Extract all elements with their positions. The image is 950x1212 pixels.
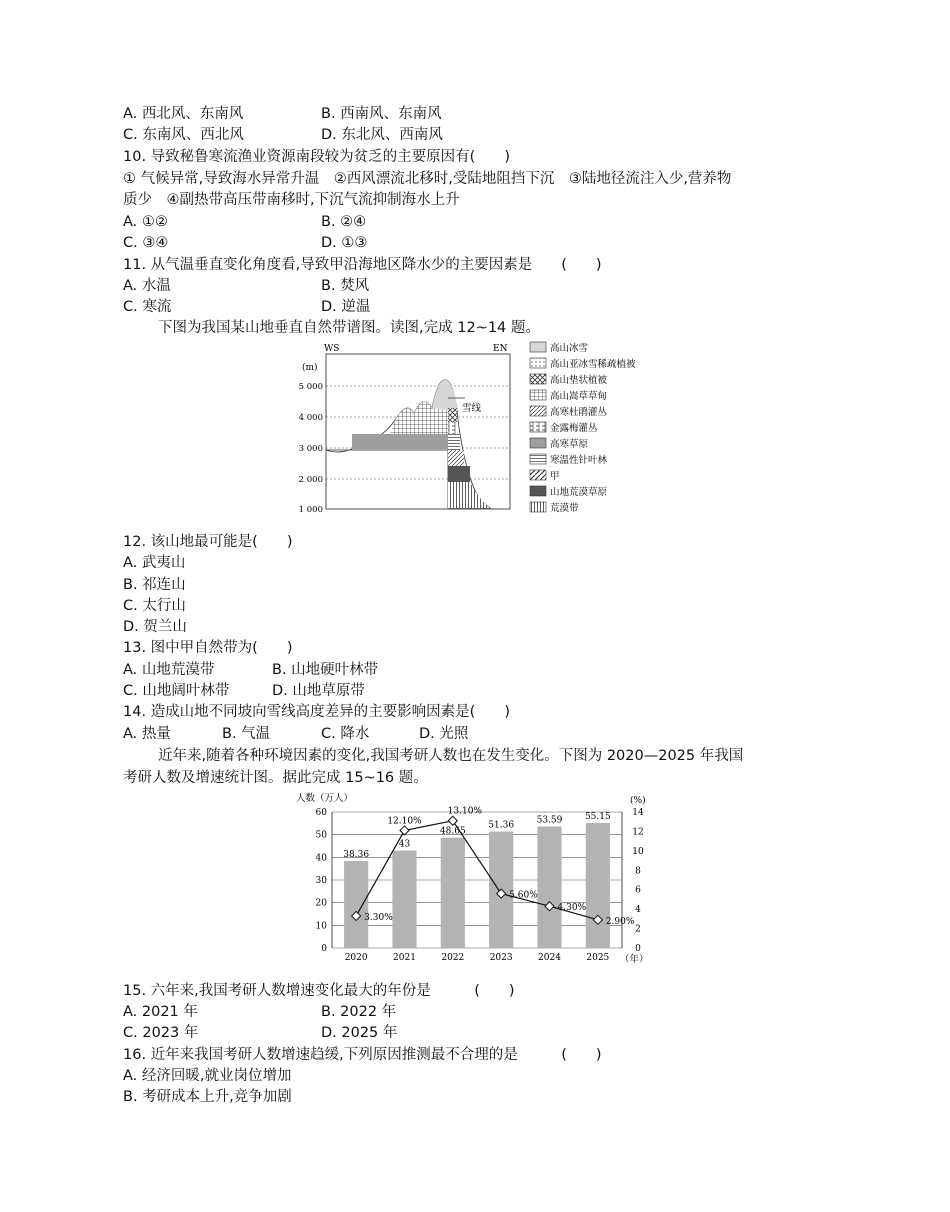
y-tick-right: 14 — [632, 808, 644, 818]
y-tick-left: 40 — [315, 853, 327, 864]
desert-steppe-band — [448, 466, 470, 482]
en-label: EN — [493, 344, 508, 354]
cushion-plant-band — [448, 408, 457, 422]
y-tick-left: 0 — [321, 944, 327, 954]
x-tick: 2025 — [586, 953, 610, 963]
option-d: D. 光照 — [419, 726, 469, 742]
desert-band — [448, 482, 490, 508]
y-tick: 5 000 — [298, 382, 323, 392]
option-a: A. 2021 年 — [123, 1004, 198, 1020]
legend-label: 高山垫状植被 — [550, 375, 608, 386]
legend-label: 高寒草原 — [550, 439, 589, 450]
bar-label: 48.65 — [439, 826, 466, 837]
y-tick-left: 60 — [315, 808, 327, 818]
option-a: A. 热量 — [123, 726, 171, 742]
bar-label: 55.15 — [584, 811, 611, 822]
legend-label: 高山亚冰雪稀疏植被 — [550, 359, 636, 370]
x-tick: 2022 — [441, 953, 465, 963]
option-d: D. 贺兰山 — [123, 619, 187, 635]
growth-label: 5.60% — [509, 890, 538, 901]
bar-label: 51.36 — [488, 820, 515, 831]
belt-jia — [448, 450, 464, 466]
option-b: B. 2022 年 — [321, 1004, 397, 1020]
x-tick: 2021 — [393, 953, 416, 963]
y-tick-right: 8 — [635, 866, 641, 877]
question-stem: 12. 该山地最可能是( ) — [123, 534, 293, 550]
option-c: C. 2023 年 — [123, 1025, 199, 1041]
y-tick-right: 10 — [632, 846, 644, 857]
bar — [344, 861, 368, 948]
x-tick: 2023 — [489, 953, 513, 963]
x-tick: 2024 — [538, 953, 561, 963]
bar-label: 43 — [398, 839, 411, 850]
legend-label: 金露梅灌丛 — [550, 423, 598, 434]
option-d: D. 2025 年 — [321, 1025, 398, 1041]
legend-label: 高山嵩草草甸 — [550, 391, 608, 402]
option-c: C. 山地阔叶林带 — [123, 683, 230, 699]
unit-label: (m) — [302, 363, 318, 373]
growth-label: 3.30% — [364, 912, 393, 923]
intro-figure-2-cont: 考研人数及增速统计图。据此完成 15~16 题。 — [123, 770, 428, 786]
y-tick: 1 000 — [298, 505, 323, 515]
growth-label: 2.90% — [605, 916, 635, 927]
y-tick-right: 0 — [635, 944, 641, 954]
y-right-title: (%) — [630, 796, 646, 806]
option-a: A. 西北风、东南风 — [123, 106, 244, 122]
growth-label: 12.10% — [387, 816, 422, 827]
question-stem: 16. 近年来我国考研人数增速趋缓,下列原因推测最不合理的是 ( ) — [123, 1047, 602, 1063]
option-b: B. 考研成本上升,竞争加剧 — [123, 1089, 292, 1105]
y-tick-left: 50 — [315, 830, 327, 841]
y-tick-left: 10 — [315, 921, 327, 932]
option-b: B. 西南风、东南风 — [321, 106, 442, 122]
option-c: C. 寒流 — [123, 299, 172, 315]
bar — [586, 823, 610, 948]
legend-label: 甲 — [550, 471, 560, 482]
option-c: C. 降水 — [321, 726, 370, 742]
x-unit-label: （年） — [620, 954, 649, 965]
bar-label: 53.59 — [536, 815, 563, 826]
question-stem: 14. 造成山地不同坡向雪线高度差异的主要影响因素是( ) — [123, 704, 510, 720]
y-tick-right: 2 — [635, 924, 641, 935]
y-tick-left: 20 — [315, 898, 327, 909]
y-tick-right: 12 — [632, 827, 644, 838]
x-tick: 2020 — [344, 953, 368, 963]
option-d: D. 东北风、西南风 — [321, 127, 443, 143]
legend-label: 高山冰雪 — [550, 343, 589, 354]
intro-figure-1: 下图为我国某山地垂直自然带谱图。读图,完成 12~14 题。 — [158, 320, 540, 336]
snowline-label: 雪线 — [462, 403, 482, 414]
bar-label: 38.36 — [343, 850, 370, 861]
question-stem: 10. 导致秘鲁寒流渔业资源南段较为贫乏的主要原因有( ) — [123, 149, 510, 165]
legend — [530, 342, 636, 514]
option-a: A. 水温 — [123, 278, 171, 294]
bar — [441, 838, 465, 948]
y-tick: 3 000 — [298, 444, 323, 454]
intro-figure-2: 近年来,随着各种环境因素的变化,我国考研人数也在发生变化。下图为 2020—2025 年我国 — [158, 748, 744, 764]
bar — [537, 827, 561, 948]
option-a: A. 经济回暖,就业岗位增加 — [123, 1068, 292, 1084]
statement-line: 质少 ④副热带高压带南移时,下沉气流抑制海水上升 — [123, 192, 460, 208]
option-b: B. 焚风 — [321, 278, 370, 294]
option-c: C. ③④ — [123, 235, 169, 251]
y-tick-right: 4 — [635, 905, 641, 916]
legend-label: 山地荒漠草原 — [550, 487, 608, 498]
statement-line: ① 气候异常,导致海水异常升温 ②西风漂流北移时,受陆地阻挡下沉 ③陆地径流注入少,营养物 — [123, 171, 732, 187]
question-stem: 13. 图中甲自然带为( ) — [123, 640, 293, 656]
coniferous-forest-band — [448, 434, 460, 450]
option-c: C. 东南风、西北风 — [123, 127, 244, 143]
y-tick: 4 000 — [298, 413, 323, 423]
vertical-belt-figure — [290, 340, 660, 522]
y-tick-right: 6 — [635, 885, 641, 896]
alpine-snow-band — [432, 380, 458, 410]
option-b: B. 气温 — [222, 726, 271, 742]
option-d: D. ①③ — [321, 235, 368, 251]
option-b: B. ②④ — [321, 214, 367, 230]
legend-label: 高寒杜鹃灌丛 — [550, 407, 608, 418]
exam-applicants-chart — [290, 788, 660, 970]
legend-label: 荒漠带 — [550, 503, 579, 514]
question-stem: 11. 从气温垂直变化角度看,导致甲沿海地区降水少的主要因素是 ( ) — [123, 257, 602, 273]
option-b: B. 祁连山 — [123, 577, 186, 593]
option-c: C. 太行山 — [123, 598, 186, 614]
y-tick-left: 30 — [315, 876, 327, 886]
option-a: A. 山地荒漠带 — [123, 662, 215, 678]
option-a: A. ①② — [123, 214, 168, 230]
alpine-steppe-band — [352, 434, 452, 450]
ws-label: WS — [324, 344, 340, 354]
bar — [392, 851, 416, 948]
y-tick: 2 000 — [298, 475, 323, 485]
growth-label: 4.30% — [557, 903, 587, 914]
growth-point — [448, 816, 457, 825]
option-d: D. 山地草原带 — [272, 683, 365, 699]
growth-label: 13.10% — [447, 806, 482, 817]
question-stem: 15. 六年来,我国考研人数增速变化最大的年份是 ( ) — [123, 983, 515, 999]
option-a: A. 武夷山 — [123, 555, 186, 571]
growth-point — [400, 826, 409, 835]
y-left-title: 人数（万人） — [296, 793, 354, 804]
potentilla-band — [448, 422, 458, 434]
legend-label: 寒温性针叶林 — [550, 455, 608, 466]
option-d: D. 逆温 — [321, 299, 371, 315]
option-b: B. 山地硬叶林带 — [272, 662, 379, 678]
